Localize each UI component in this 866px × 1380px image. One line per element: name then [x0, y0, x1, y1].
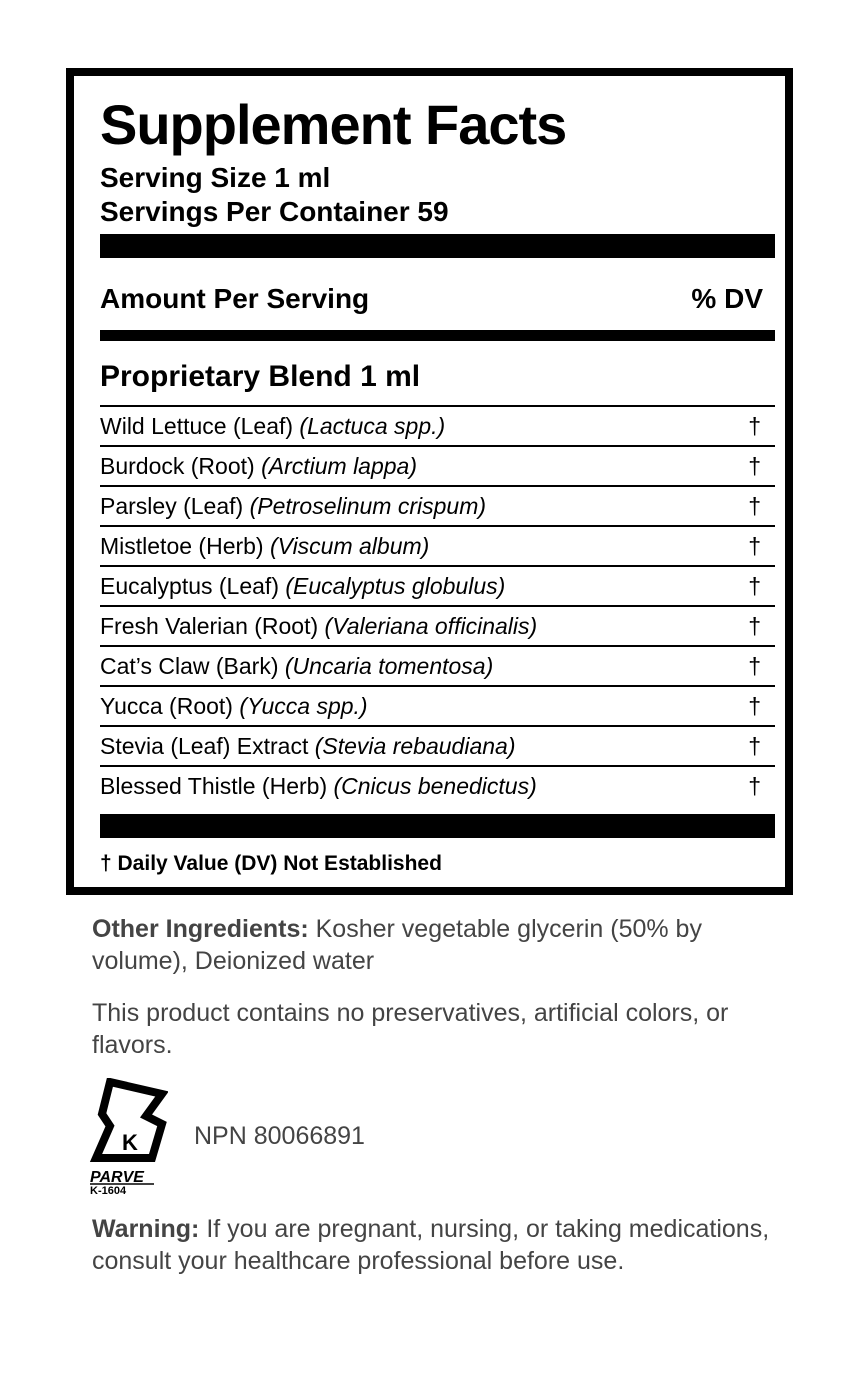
ingredient-row — [100, 725, 775, 765]
dv-dagger: † — [748, 413, 761, 439]
medium-divider — [100, 330, 775, 341]
ingredient-name: Eucalyptus (Leaf) — [100, 573, 286, 599]
ingredient-name: Blessed Thistle (Herb) — [100, 773, 334, 799]
other-ingredients-text: Kosher vegetable glycerin (50% by volume), Deionized water — [92, 915, 702, 975]
ingredient-name: Yucca (Root) — [100, 693, 240, 719]
ingredient-row — [100, 765, 775, 805]
ingredient-scientific-name: (Cnicus benedictus) — [333, 773, 537, 799]
dv-dagger: † — [748, 733, 761, 759]
dv-dagger: † — [748, 693, 761, 719]
dv-dagger: † — [748, 613, 761, 639]
dv-dagger: † — [748, 493, 761, 519]
ingredient-name: Parsley (Leaf) — [100, 493, 250, 519]
ingredient-row — [100, 605, 775, 645]
ingredient-row — [100, 645, 775, 685]
dv-dagger: † — [748, 653, 761, 679]
other-ingredients-label: Other Ingredients: — [92, 915, 309, 943]
ingredient-row — [100, 405, 775, 445]
ingredient-row — [100, 565, 775, 605]
dv-dagger: † — [748, 773, 761, 799]
warning — [92, 1213, 772, 1277]
kosher-code: K-1604 — [90, 1185, 127, 1196]
serving-size: Serving Size 1 ml — [100, 162, 331, 193]
ingredient-scientific-name: (Arctium lappa) — [261, 453, 417, 479]
servings-per-container: Servings Per Container 59 — [100, 196, 449, 227]
ingredient-list — [100, 405, 775, 805]
amount-per-serving-header: Amount Per Serving — [100, 283, 370, 314]
dv-dagger: † — [748, 573, 761, 599]
bottom-thick-divider — [100, 814, 775, 838]
ingredient-row — [100, 445, 775, 485]
ingredient-name: Fresh Valerian (Root) — [100, 613, 325, 639]
ingredient-scientific-name: (Valeriana officinalis) — [324, 613, 538, 639]
ingredient-row — [100, 525, 775, 565]
ingredient-scientific-name: (Yucca spp.) — [239, 693, 368, 719]
ingredient-row — [100, 485, 775, 525]
warning-text: If you are pregnant, nursing, or taking medications, consult your healthcare professional before use. — [92, 1215, 770, 1275]
kosher-k-letter: K — [122, 1130, 138, 1155]
dv-header: % DV — [691, 283, 763, 314]
dv-dagger: † — [748, 533, 761, 559]
dv-footnote: † Daily Value (DV) Not Established — [100, 852, 442, 875]
supplement-facts-panel — [66, 68, 793, 895]
ingredient-name: Cat’s Claw (Bark) — [100, 653, 285, 679]
ingredient-scientific-name: (Petroselinum crispum) — [249, 493, 487, 519]
panel-title: Supplement Facts — [100, 93, 567, 156]
proprietary-blend-title: Proprietary Blend 1 ml — [100, 360, 421, 393]
ingredient-scientific-name: (Lactuca spp.) — [299, 413, 446, 439]
ingredient-name: Burdock (Root) — [100, 453, 262, 479]
thick-divider — [100, 234, 775, 258]
ingredient-name: Wild Lettuce (Leaf) — [100, 413, 300, 439]
ingredient-name: Mistletoe (Herb) — [100, 533, 270, 559]
ingredient-scientific-name: (Stevia rebaudiana) — [314, 733, 516, 759]
ingredient-name: Stevia (Leaf) Extract — [100, 733, 315, 759]
ingredient-scientific-name: (Uncaria tomentosa) — [284, 653, 494, 679]
npn-number: NPN 80066891 — [194, 1122, 365, 1150]
dv-dagger: † — [748, 453, 761, 479]
other-ingredients — [92, 913, 772, 977]
warning-label: Warning: — [92, 1215, 200, 1243]
ingredient-row — [100, 685, 775, 725]
ingredient-scientific-name: (Viscum album) — [269, 533, 430, 559]
kosher-parve-logo — [88, 1078, 168, 1196]
ingredient-scientific-name: (Eucalyptus globulus) — [285, 573, 506, 599]
no-preservatives-statement: This product contains no preservatives, artificial colors, or flavors. — [92, 999, 729, 1059]
parve-text: PARVE — [90, 1169, 144, 1186]
